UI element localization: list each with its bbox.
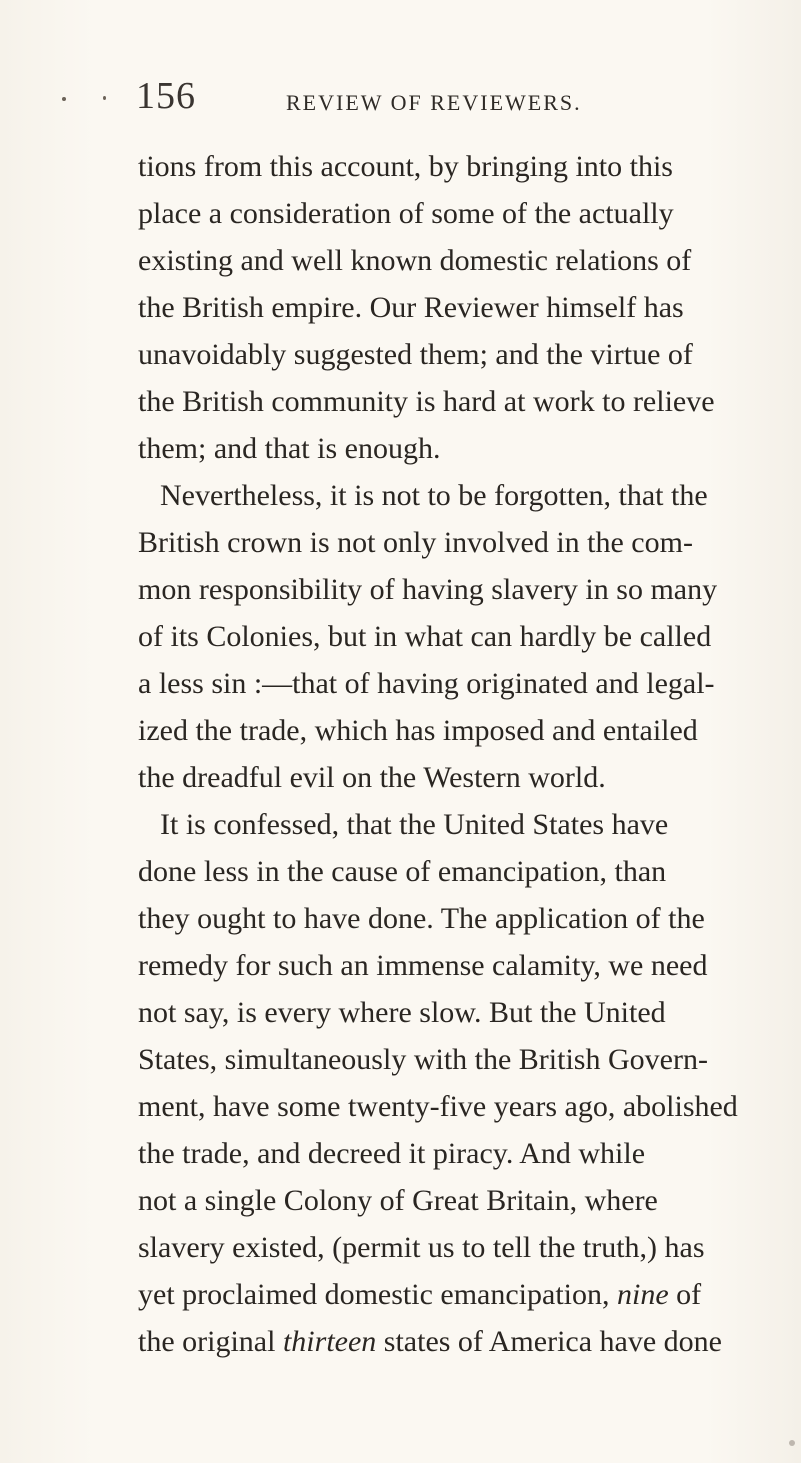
text-line: the trade, and decreed it piracy. And while bbox=[138, 1137, 646, 1170]
text-line: the original thirteen states of America have done bbox=[138, 1325, 722, 1358]
text-line: not a single Colony of Great Britain, where bbox=[138, 1184, 658, 1217]
text-line: existing and well known domestic relations of bbox=[138, 244, 692, 277]
text-line: the British community is hard at work to relieve bbox=[138, 385, 715, 418]
text-line: of its Colonies, but in what can hardly be called bbox=[138, 620, 712, 653]
text-line: States, simultaneously with the British Govern- bbox=[138, 1043, 708, 1076]
text-line: yet proclaimed domestic emancipation, nine of bbox=[138, 1278, 702, 1311]
ink-speck bbox=[789, 1440, 795, 1446]
text-line: ized the trade, which has imposed and entailed bbox=[138, 714, 698, 747]
running-head: REVIEW OF REVIEWERS. bbox=[286, 90, 582, 115]
paragraph-start-line: It is confessed, that the United States have bbox=[160, 808, 669, 841]
text-line: ment, have some twenty-five years ago, abolished bbox=[138, 1090, 738, 1123]
italic-word: thirteen bbox=[282, 1325, 377, 1358]
text-line: the dreadful evil on the Western world. bbox=[138, 761, 606, 794]
text-line: not say, is every where slow. But the United bbox=[138, 996, 666, 1029]
page-number: 156 bbox=[136, 75, 196, 117]
text-line: tions from this account, by bringing into this bbox=[138, 150, 673, 183]
ink-speck bbox=[62, 97, 66, 101]
text-line: the British empire. Our Reviewer himself has bbox=[138, 291, 684, 324]
text-line: place a consideration of some of the actually bbox=[138, 197, 674, 230]
text-line: remedy for such an immense calamity, we need bbox=[138, 949, 708, 982]
text-line: a less sin :—that of having originated and legal- bbox=[138, 667, 715, 700]
text-line: unavoidably suggested them; and the virtue of bbox=[138, 338, 693, 371]
ink-speck bbox=[103, 96, 106, 100]
text-line: mon responsibility of having slavery in so many bbox=[138, 573, 718, 606]
paragraph-start-line: Nevertheless, it is not to be forgotten, that the bbox=[160, 479, 708, 512]
text-line: slavery existed, (permit us to tell the truth,) has bbox=[138, 1231, 705, 1264]
italic-word: nine bbox=[617, 1278, 669, 1311]
text-line: them; and that is enough. bbox=[138, 432, 441, 465]
text-line: done less in the cause of emancipation, than bbox=[138, 855, 667, 888]
page-header bbox=[136, 74, 606, 118]
text-line: they ought to have done. The application of the bbox=[138, 902, 705, 935]
text-line: British crown is not only involved in the com- bbox=[138, 526, 693, 559]
